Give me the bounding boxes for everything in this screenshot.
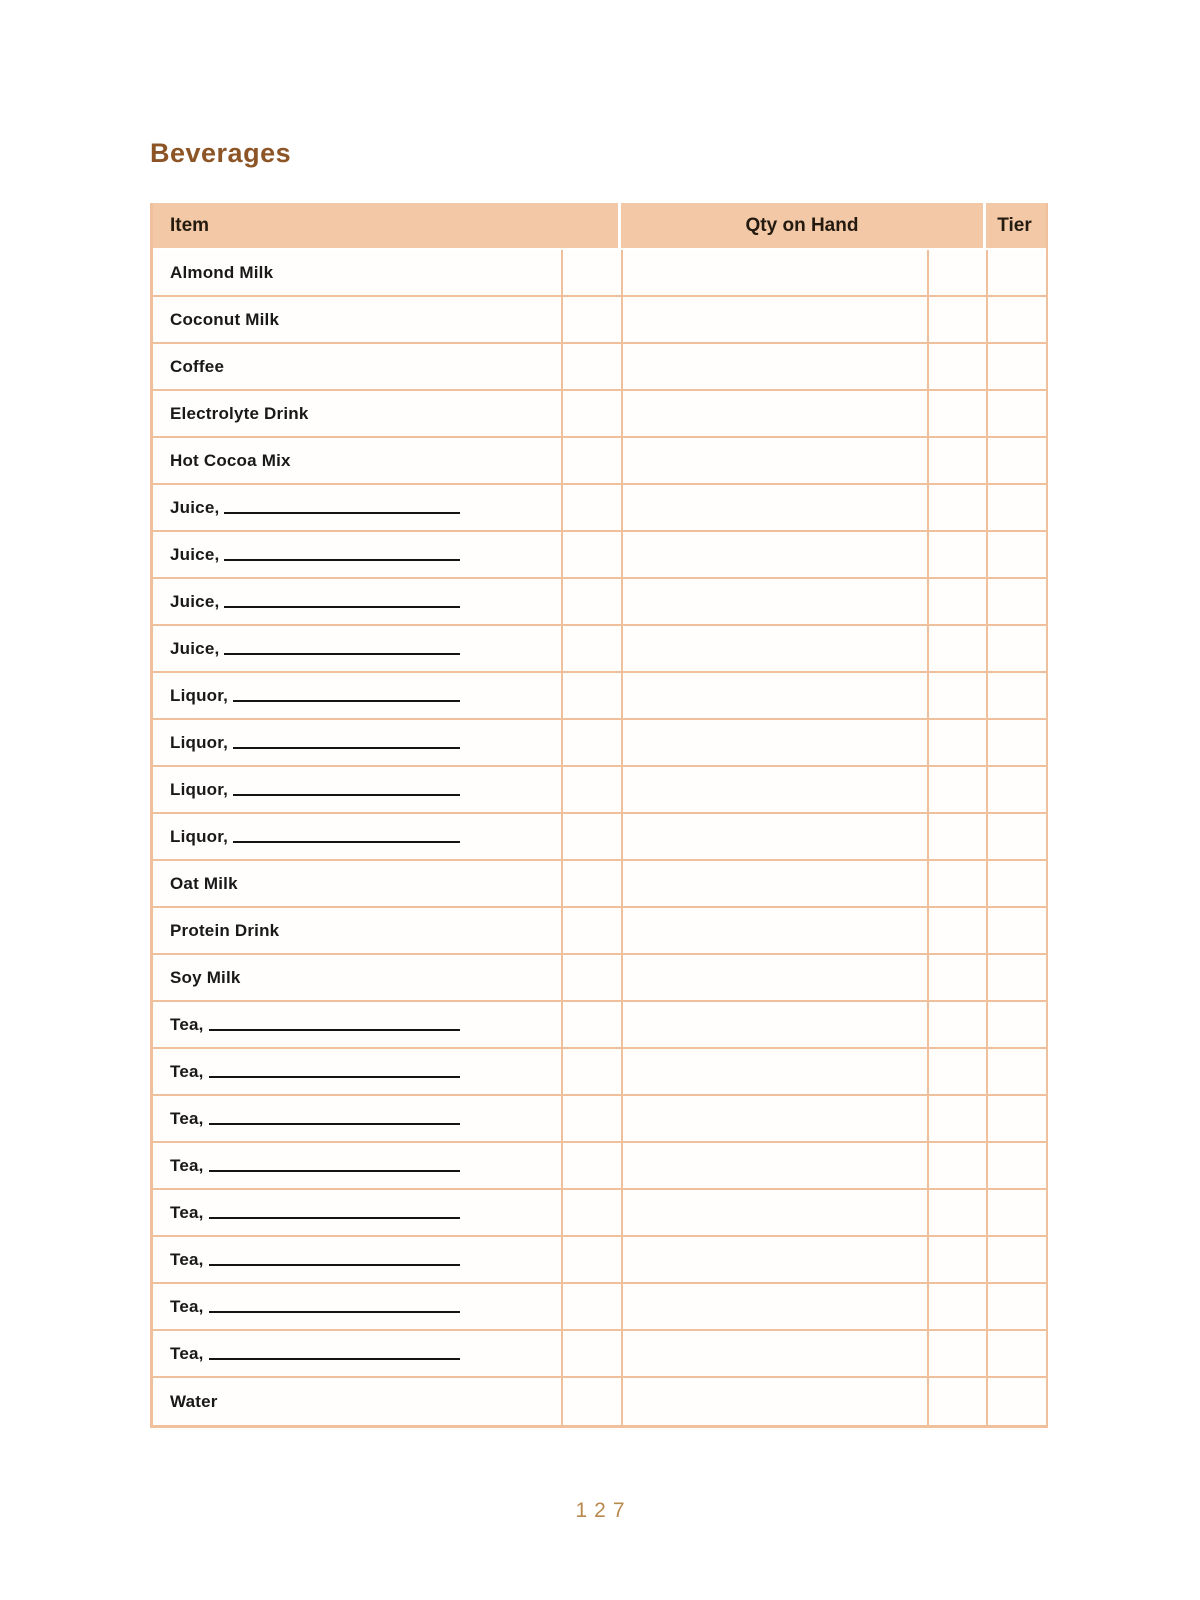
tier-cell <box>986 250 1046 295</box>
table-header-row <box>153 203 1046 250</box>
table-row <box>153 1237 1046 1284</box>
fill-in-blank-line <box>233 736 460 749</box>
item-label: Juice, <box>170 591 220 611</box>
tier-cell <box>986 1002 1046 1047</box>
item-cell <box>153 250 561 295</box>
blank-checkbox-cell <box>561 344 621 389</box>
page-number: 127 <box>575 1499 632 1522</box>
item-entry <box>170 921 279 941</box>
item-label: Tea, <box>170 1155 204 1175</box>
fill-in-blank-line <box>224 548 460 561</box>
table-row <box>153 1331 1046 1378</box>
blank-checkbox-cell <box>561 1143 621 1188</box>
table-row <box>153 485 1046 532</box>
item-label: Tea, <box>170 1202 204 1222</box>
item-entry <box>170 686 460 706</box>
fill-in-blank-line <box>209 1112 460 1125</box>
table-row <box>153 579 1046 626</box>
item-cell <box>153 1002 561 1047</box>
blank-checkbox-cell <box>561 720 621 765</box>
item-label: Tea, <box>170 1014 204 1034</box>
fill-in-blank-line <box>209 1253 460 1266</box>
blank-checkbox-cell <box>561 1049 621 1094</box>
item-label: Soy Milk <box>170 967 241 987</box>
item-entry <box>170 827 460 847</box>
blank-checkbox-cell <box>927 673 986 718</box>
table-row <box>153 626 1046 673</box>
column-header-tier: Tier <box>997 214 1032 236</box>
blank-checkbox-cell <box>927 955 986 1000</box>
table-row <box>153 250 1046 297</box>
table-row <box>153 767 1046 814</box>
tier-cell <box>986 626 1046 671</box>
item-entry <box>170 1344 460 1364</box>
item-entry <box>170 874 238 894</box>
blank-checkbox-cell <box>561 250 621 295</box>
item-cell <box>153 297 561 342</box>
table-row <box>153 1190 1046 1237</box>
qty-on-hand-cell <box>621 673 927 718</box>
item-label: Tea, <box>170 1061 204 1081</box>
fill-in-blank-line <box>224 595 460 608</box>
qty-on-hand-cell <box>621 720 927 765</box>
blank-checkbox-cell <box>561 579 621 624</box>
qty-on-hand-cell <box>621 1049 927 1094</box>
item-cell <box>153 1096 561 1141</box>
item-label: Almond Milk <box>170 262 274 282</box>
qty-on-hand-cell <box>621 250 927 295</box>
tier-cell <box>986 1049 1046 1094</box>
item-label: Tea, <box>170 1108 204 1128</box>
qty-on-hand-cell <box>621 485 927 530</box>
item-entry <box>170 1015 460 1035</box>
tier-cell <box>986 955 1046 1000</box>
item-cell <box>153 1049 561 1094</box>
qty-on-hand-cell <box>621 1237 927 1282</box>
blank-checkbox-cell <box>927 438 986 483</box>
item-label: Liquor, <box>170 779 229 799</box>
blank-checkbox-cell <box>561 438 621 483</box>
item-cell <box>153 720 561 765</box>
item-label: Juice, <box>170 544 220 564</box>
blank-checkbox-cell <box>561 861 621 906</box>
table-row <box>153 344 1046 391</box>
tier-cell <box>986 1378 1046 1425</box>
item-entry <box>170 1109 460 1129</box>
item-cell <box>153 579 561 624</box>
blank-checkbox-cell <box>927 1002 986 1047</box>
blank-checkbox-cell <box>927 250 986 295</box>
item-entry <box>170 263 273 283</box>
item-cell <box>153 1331 561 1376</box>
item-entry <box>170 1297 460 1317</box>
blank-checkbox-cell <box>561 1190 621 1235</box>
blank-checkbox-cell <box>561 908 621 953</box>
fill-in-blank-line <box>233 830 460 843</box>
item-label: Juice, <box>170 638 220 658</box>
fill-in-blank-line <box>233 783 460 796</box>
tier-cell <box>986 532 1046 577</box>
qty-on-hand-cell <box>621 438 927 483</box>
table-row <box>153 297 1046 344</box>
item-cell <box>153 861 561 906</box>
qty-on-hand-cell <box>621 297 927 342</box>
item-cell <box>153 344 561 389</box>
item-cell <box>153 485 561 530</box>
item-label: Water <box>170 1391 218 1411</box>
item-cell <box>153 673 561 718</box>
tier-cell <box>986 861 1046 906</box>
blank-checkbox-cell <box>561 1096 621 1141</box>
item-cell <box>153 626 561 671</box>
qty-on-hand-cell <box>621 1190 927 1235</box>
table-row <box>153 814 1046 861</box>
blank-checkbox-cell <box>561 673 621 718</box>
item-cell <box>153 1143 561 1188</box>
blank-checkbox-cell <box>927 720 986 765</box>
qty-on-hand-cell <box>621 1378 927 1425</box>
tier-cell <box>986 579 1046 624</box>
fill-in-blank-line <box>209 1065 460 1078</box>
item-entry <box>170 1392 218 1412</box>
item-cell <box>153 391 561 436</box>
table-row <box>153 1002 1046 1049</box>
table-row <box>153 720 1046 767</box>
fill-in-blank-line <box>209 1018 460 1031</box>
qty-on-hand-cell <box>621 391 927 436</box>
column-header-qty-on-hand: Qty on Hand <box>621 203 986 248</box>
table-row <box>153 1096 1046 1143</box>
blank-checkbox-cell <box>927 1049 986 1094</box>
qty-on-hand-cell <box>621 861 927 906</box>
qty-on-hand-cell <box>621 908 927 953</box>
fill-in-blank-line <box>224 501 460 514</box>
blank-checkbox-cell <box>561 297 621 342</box>
qty-on-hand-cell <box>621 1096 927 1141</box>
blank-checkbox-cell <box>927 814 986 859</box>
item-cell <box>153 908 561 953</box>
tier-cell <box>986 1237 1046 1282</box>
blank-checkbox-cell <box>927 626 986 671</box>
blank-checkbox-cell <box>561 1237 621 1282</box>
blank-checkbox-cell <box>927 579 986 624</box>
item-cell <box>153 532 561 577</box>
item-label: Liquor, <box>170 826 229 846</box>
item-label: Tea, <box>170 1249 204 1269</box>
item-entry <box>170 968 241 988</box>
item-entry <box>170 639 460 659</box>
table-row <box>153 438 1046 485</box>
item-label: Liquor, <box>170 732 229 752</box>
tier-cell <box>986 485 1046 530</box>
tier-cell <box>986 391 1046 436</box>
item-label: Hot Cocoa Mix <box>170 450 291 470</box>
item-label: Juice, <box>170 497 220 517</box>
qty-on-hand-cell <box>621 1284 927 1329</box>
qty-on-hand-cell <box>621 955 927 1000</box>
blank-checkbox-cell <box>561 391 621 436</box>
blank-checkbox-cell <box>927 1096 986 1141</box>
blank-checkbox-cell <box>927 1237 986 1282</box>
fill-in-blank-line <box>209 1159 460 1172</box>
qty-on-hand-cell <box>621 1143 927 1188</box>
item-entry <box>170 310 279 330</box>
table-row <box>153 1143 1046 1190</box>
qty-on-hand-cell <box>621 767 927 812</box>
blank-checkbox-cell <box>561 1002 621 1047</box>
blank-checkbox-cell <box>561 485 621 530</box>
tier-cell <box>986 297 1046 342</box>
table-row <box>153 908 1046 955</box>
item-label: Oat Milk <box>170 873 238 893</box>
blank-checkbox-cell <box>561 1331 621 1376</box>
table-row <box>153 532 1046 579</box>
item-cell <box>153 1237 561 1282</box>
item-entry <box>170 545 460 565</box>
beverages-inventory-table <box>150 203 1048 1428</box>
blank-checkbox-cell <box>927 908 986 953</box>
table-row <box>153 955 1046 1002</box>
fill-in-blank-line <box>209 1206 460 1219</box>
item-cell <box>153 1284 561 1329</box>
item-entry <box>170 1062 460 1082</box>
item-label: Liquor, <box>170 685 229 705</box>
tier-cell <box>986 720 1046 765</box>
blank-checkbox-cell <box>561 1378 621 1425</box>
fill-in-blank-line <box>233 689 460 702</box>
tier-cell <box>986 908 1046 953</box>
item-entry <box>170 357 224 377</box>
blank-checkbox-cell <box>927 1284 986 1329</box>
fill-in-blank-line <box>224 642 460 655</box>
item-cell <box>153 1190 561 1235</box>
item-entry <box>170 1156 460 1176</box>
qty-on-hand-cell <box>621 626 927 671</box>
blank-checkbox-cell <box>927 1143 986 1188</box>
tier-cell <box>986 1331 1046 1376</box>
tier-cell <box>986 1190 1046 1235</box>
blank-checkbox-cell <box>927 1331 986 1376</box>
qty-on-hand-cell <box>621 532 927 577</box>
fill-in-blank-line <box>209 1300 460 1313</box>
blank-checkbox-cell <box>561 1284 621 1329</box>
qty-on-hand-cell <box>621 1002 927 1047</box>
qty-on-hand-cell <box>621 579 927 624</box>
blank-checkbox-cell <box>561 767 621 812</box>
item-cell <box>153 438 561 483</box>
qty-on-hand-cell <box>621 1331 927 1376</box>
blank-checkbox-cell <box>927 297 986 342</box>
item-label: Coconut Milk <box>170 309 280 329</box>
tier-cell <box>986 438 1046 483</box>
table-row <box>153 1378 1046 1425</box>
blank-checkbox-cell <box>927 1190 986 1235</box>
blank-checkbox-cell <box>927 485 986 530</box>
table-body <box>153 250 1046 1425</box>
blank-checkbox-cell <box>561 626 621 671</box>
tier-cell <box>986 767 1046 812</box>
table-row <box>153 1284 1046 1331</box>
blank-checkbox-cell <box>927 767 986 812</box>
item-entry <box>170 498 460 518</box>
table-row <box>153 1049 1046 1096</box>
tier-cell <box>986 1143 1046 1188</box>
item-entry <box>170 780 460 800</box>
tier-cell <box>986 344 1046 389</box>
column-header-item: Item <box>153 203 621 248</box>
item-entry <box>170 1203 460 1223</box>
table-row <box>153 861 1046 908</box>
item-entry <box>170 1250 460 1270</box>
item-entry <box>170 733 460 753</box>
page-title: Beverages <box>150 138 292 168</box>
tier-cell <box>986 673 1046 718</box>
item-cell <box>153 1378 561 1425</box>
item-label: Coffee <box>170 356 225 376</box>
item-label: Electrolyte Drink <box>170 403 309 423</box>
qty-on-hand-cell <box>621 814 927 859</box>
tier-cell <box>986 1284 1046 1329</box>
blank-checkbox-cell <box>927 861 986 906</box>
item-entry <box>170 404 309 424</box>
tier-cell <box>986 1096 1046 1141</box>
item-cell <box>153 814 561 859</box>
item-label: Tea, <box>170 1343 204 1363</box>
blank-checkbox-cell <box>561 955 621 1000</box>
fill-in-blank-line <box>209 1347 460 1360</box>
qty-on-hand-cell <box>621 344 927 389</box>
table-row <box>153 391 1046 438</box>
blank-checkbox-cell <box>927 1378 986 1425</box>
blank-checkbox-cell <box>561 532 621 577</box>
item-label: Protein Drink <box>170 920 280 940</box>
tier-cell <box>986 814 1046 859</box>
table-row <box>153 673 1046 720</box>
item-entry <box>170 451 291 471</box>
blank-checkbox-cell <box>561 814 621 859</box>
blank-checkbox-cell <box>927 344 986 389</box>
blank-checkbox-cell <box>927 532 986 577</box>
blank-checkbox-cell <box>927 391 986 436</box>
item-cell <box>153 955 561 1000</box>
item-entry <box>170 592 460 612</box>
item-label: Tea, <box>170 1296 204 1316</box>
item-cell <box>153 767 561 812</box>
